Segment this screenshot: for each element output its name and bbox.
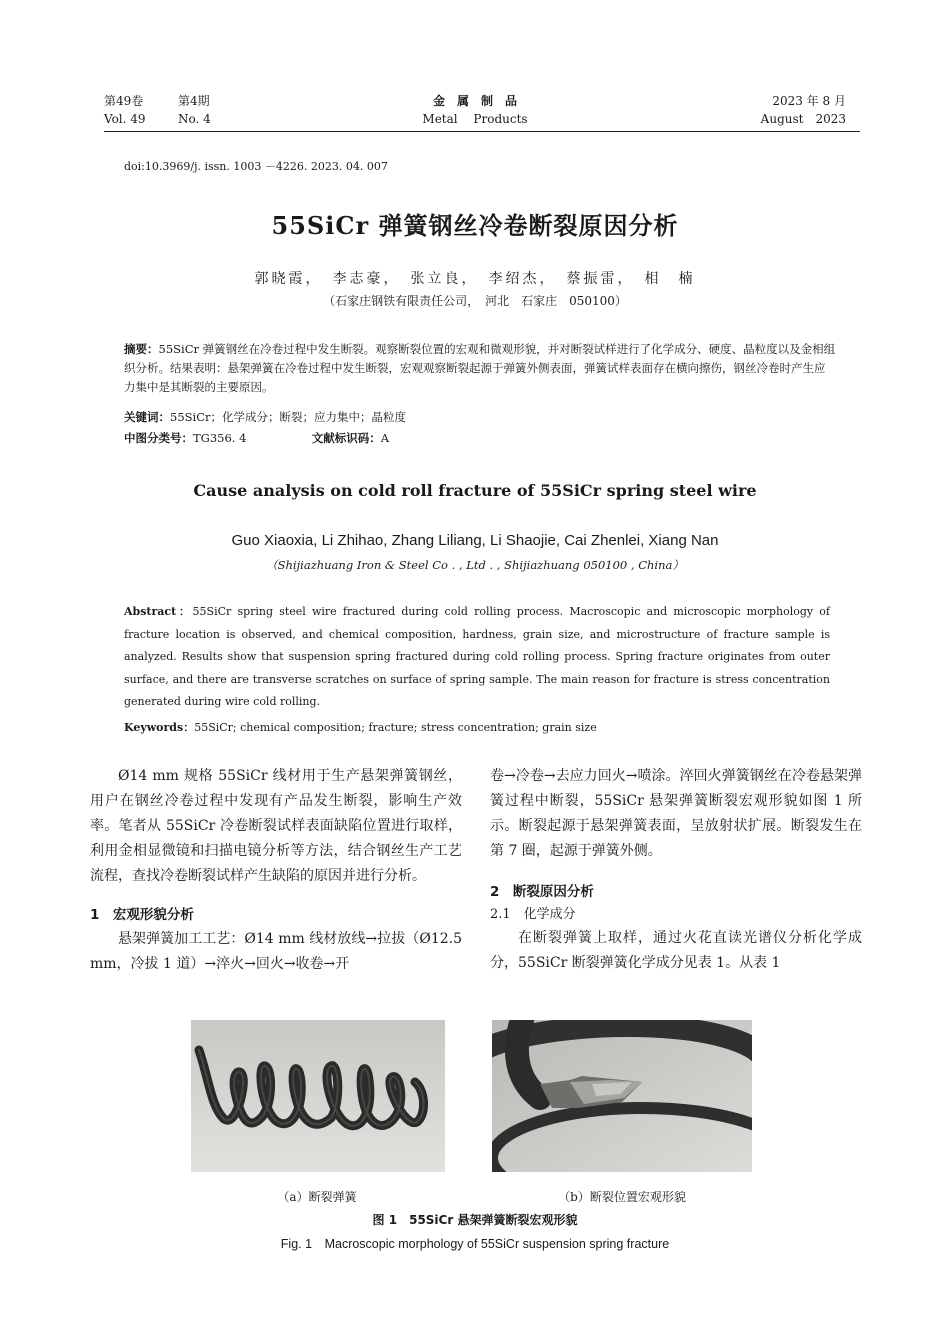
figure-1a-caption: （a）断裂弹簧 [277, 1190, 357, 1204]
body-left-column [90, 764, 462, 977]
keywords-en-label: Keywords： [124, 721, 195, 734]
figure-1-number-cn: 图 1 [372, 1213, 398, 1227]
classification-line [124, 429, 836, 448]
figure-1a-photo [191, 1020, 445, 1172]
keywords-cn-label: 关键词： [124, 410, 170, 424]
figure-1-caption-cn [0, 1211, 950, 1228]
header-date-en: August 2023 [760, 112, 846, 126]
abstract-cn-label: 摘要： [124, 342, 159, 356]
authors-cn: 郭晓霞， 李志豪， 张立良， 李绍杰， 蔡振雷， 相 楠 [254, 271, 696, 287]
keywords-cn-text: 55SiCr；化学成分；断裂；应力集中；晶粒度 [170, 410, 406, 424]
journal-name-en: Metal Products [422, 112, 528, 126]
figure-1-title-en: Macroscopic morphology of 55SiCr suspension spring fracture [324, 1237, 670, 1251]
keywords-en-text: 55SiCr; chemical composition; fracture; stress concentration; grain size [194, 721, 597, 734]
abstract-en-label: Abstract： [124, 605, 193, 618]
body-right-column [490, 764, 862, 976]
header-date-cn: 2023 年 8 月 [772, 94, 846, 108]
fracture-closeup-image [492, 1020, 752, 1172]
section-2-1-heading: 2.1 化学成分 [490, 907, 576, 922]
doc-code-value: A [380, 431, 390, 445]
fractured-spring-image [191, 1020, 445, 1172]
abstract-cn-text: 55SiCr 弹簧钢丝在冷卷过程中发生断裂。观察断裂位置的宏观和微观形貌，并对断裂试样进行了化学成分、硬度、晶粒度以及金相组织分析。结果表明：悬架弹簧在冷卷过程中发生断裂，宏观观察断裂起源于弹簧外侧表面，弹簧试样表面存在横向擦伤，钢丝冷卷时产生应力集中是其断裂的主要原因。 [124, 342, 836, 394]
header-volume-cn: 第49卷 [104, 94, 144, 108]
keywords-en [124, 717, 830, 740]
section-1-paragraph: 悬架弹簧加工工艺：Ø14 mm 线材放线→拉拔（Ø12.5 mm，冷拔 1 道）→淬火→回火→收卷→开 [90, 931, 462, 972]
figure-1-caption-en [0, 1234, 950, 1252]
header-rule [104, 131, 860, 132]
section-1-paragraph-cont: 卷→冷卷→去应力回火→喷涂。淬回火弹簧钢丝在冷卷悬架弹簧过程中断裂，55SiCr 悬架弹簧断裂宏观形貌如图 1 所示。断裂起源于悬架弹簧表面，呈放射状扩展。断裂发生在第 7 圈，起源于弹簧外侧。 [490, 768, 862, 859]
clc-label: 中图分类号： [124, 431, 193, 445]
section-2-1-paragraph: 在断裂弹簧上取样，通过火花直读光谱仪分析化学成分，55SiCr 断裂弹簧化学成分见表 1。从表 1 [490, 930, 862, 971]
figure-1-title-cn: 55SiCr 悬架弹簧断裂宏观形貌 [409, 1213, 578, 1227]
header-issue-cn: 第4期 [178, 94, 210, 108]
section-1-heading: 1 宏观形貌分析 [90, 907, 194, 923]
header-volume-en: Vol. 49 [104, 112, 146, 126]
authors-en: Guo Xiaoxia, Li Zhihao, Zhang Liliang, Li Shaojie, Cai Zhenlei, Xiang Nan [231, 532, 719, 549]
title-en: Cause analysis on cold roll fracture of 55SiCr spring steel wire [193, 481, 757, 500]
abstract-en-text: 55SiCr spring steel wire fractured during cold rolling process. Macroscopic and microscopic morphology of fracture location is observed, and chemical composition, hardness, grain size, and microstructure of fracture sample is analyzed. Results show that suspension spring fractured during cold rolling process. Spring fracture originates from outer surface, and there are transverse scratches on surface of spring sample. The main reason for fracture is stress concentration generated during wire cold rolling. [124, 605, 831, 708]
journal-name-cn: 金 属 制 品 [432, 94, 517, 108]
figure-1b-photo [492, 1020, 752, 1172]
affiliation-cn: （石家庄钢铁有限责任公司， 河北 石家庄 050100） [323, 294, 627, 308]
figure-1-number-en: Fig. 1 [280, 1237, 313, 1251]
abstract-cn [124, 340, 836, 397]
header-issue-en: No. 4 [178, 112, 211, 126]
section-2-heading: 2 断裂原因分析 [490, 884, 594, 900]
abstract-en [124, 601, 830, 714]
intro-paragraph: Ø14 mm 规格 55SiCr 线材用于生产悬架弹簧钢丝，用户在钢丝冷卷过程中发现有产品发生断裂，影响生产效率。笔者从 55SiCr 冷卷断裂试样表面缺陷位置进行取样，利用金相显微镜和扫描电镜分析等方法，结合钢丝生产工艺流程，查找冷卷断裂试样产生缺陷的原因并进行分析。 [90, 768, 462, 884]
figure-1b-caption: （b）断裂位置宏观形貌 [558, 1190, 686, 1204]
title-cn: 55SiCr 弹簧钢丝冷卷断裂原因分析 [271, 211, 679, 240]
clc-value: TG356. 4 [193, 431, 247, 445]
doc-code-label: 文献标识码： [311, 431, 381, 445]
keywords-cn [124, 408, 836, 427]
affiliation-en: （Shijiazhuang Iron & Steel Co . , Ltd . , Shijiazhuang 050100 , China） [266, 558, 684, 572]
doi: doi:10.3969/j. issn. 1003 －4226. 2023. 04. 007 [124, 160, 388, 173]
